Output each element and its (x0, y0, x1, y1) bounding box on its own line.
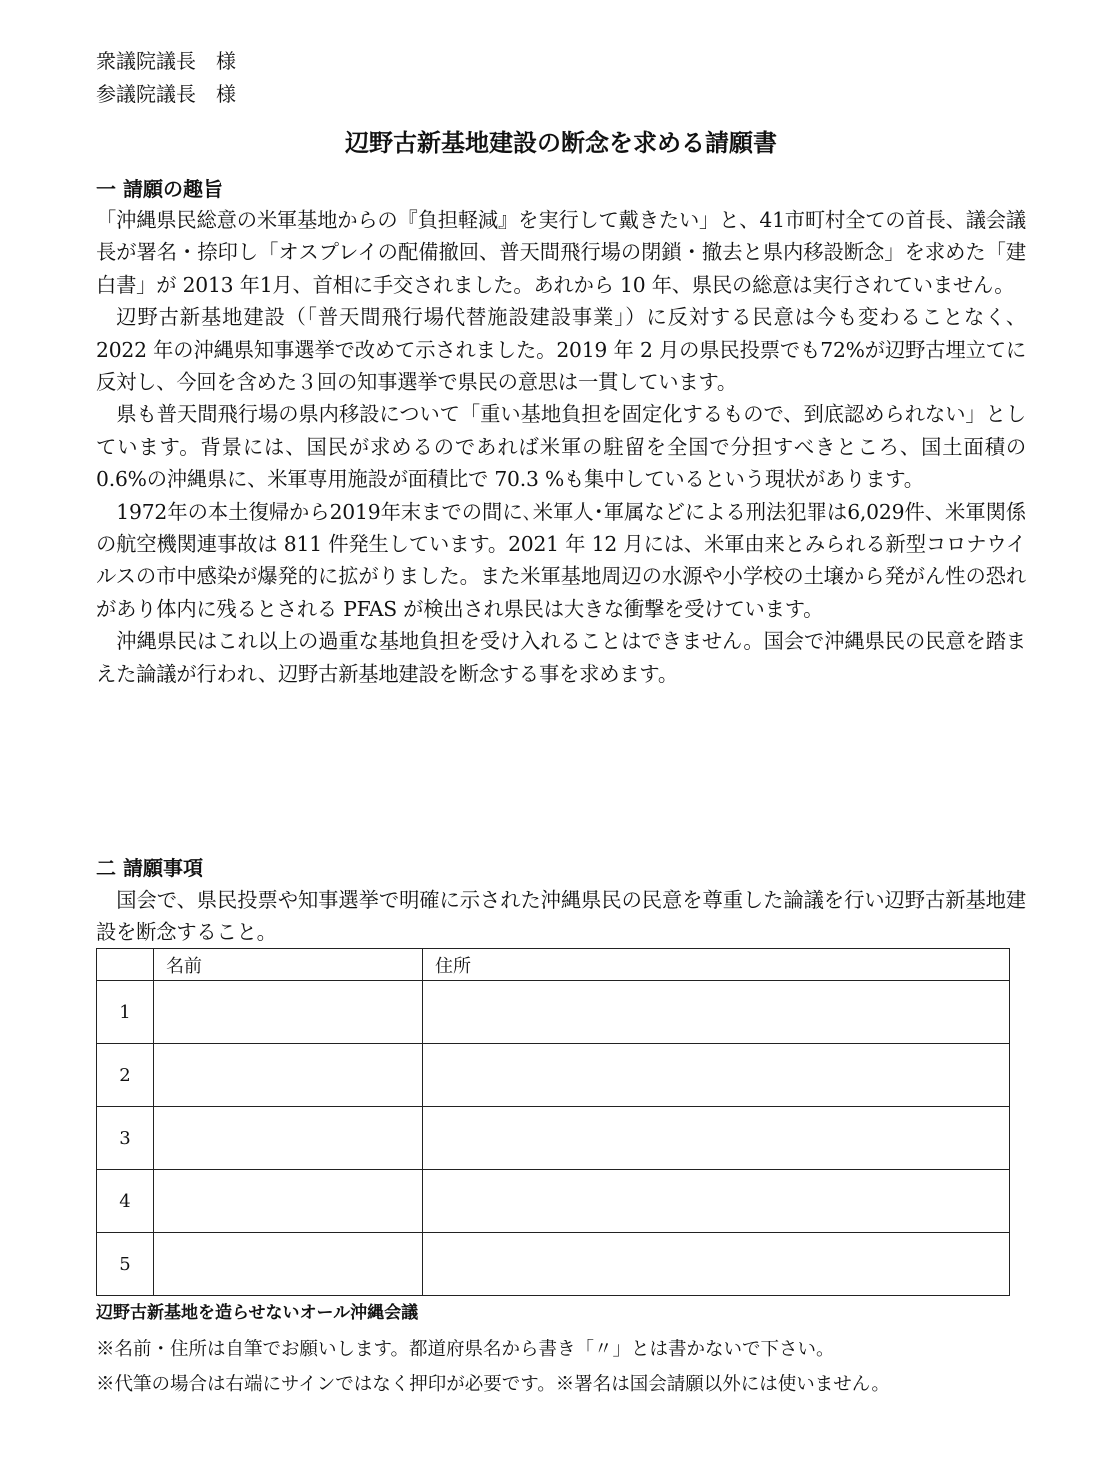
section1-body (96, 204, 1026, 690)
section1-paragraph-4: 1972年の本土復帰から2019年末までの間に､米軍人･軍属などによる刑法犯罪は6,029件、米軍関係の航空機関連事故は 811 件発生しています。2021 年 12 月には、米軍由来とみられる新型コロナウイルスの市中感染が爆発的に拡がりました。また米軍基地周辺の水源や小学校の土壌から発がん性の恐れがあり体内に残るとされる PFAS が検出され県民は大きな衝撃を受けています。 (96, 499, 1026, 621)
header-number (97, 949, 154, 981)
signature-table (96, 948, 1010, 1296)
table-row (97, 981, 1010, 1044)
table-row (97, 1044, 1010, 1107)
section2-body (96, 884, 1026, 949)
addressee-house-of-councillors: 参議院議長 様 (96, 82, 236, 106)
section2-heading: 二 請願事項 (96, 856, 203, 880)
row-number: 2 (97, 1044, 154, 1107)
address-cell[interactable] (423, 1107, 1010, 1170)
row-number: 5 (97, 1233, 154, 1296)
header-address: 住所 (423, 949, 1010, 981)
organization-name: 辺野古新基地を造らせないオール沖縄会議 (96, 1303, 419, 1323)
address-cell[interactable] (423, 1044, 1010, 1107)
name-cell[interactable] (154, 981, 423, 1044)
section1-paragraph-1: 「沖縄県民総意の米軍基地からの『負担軽減』を実行して戴きたい」と、41市町村全ての首長、議会議長が署名・捺印し「オスプレイの配備撤回、普天間飛行場の閉鎖・撤去と県内移設断念」を求めた「建白書」が 2013 年1月、首相に手交されました。あれから 10 年、県民の総意は実行されていません。 (96, 208, 1026, 297)
table-row (97, 1170, 1010, 1233)
note-2: ※代筆の場合は右端にサインではなく押印が必要です。※署名は国会請願以外には使いません。 (96, 1374, 890, 1395)
header-name: 名前 (154, 949, 423, 981)
signature-table-header (97, 949, 1010, 981)
section1-paragraph-2: 辺野古新基地建設（「普天間飛行場代替施設建設事業」）に反対する民意は今も変わることなく、2022 年の沖縄県知事選挙で改めて示されました。2019 年 2 月の県民投票でも72%が辺野古埋立てに反対し、今回を含めた３回の知事選挙で県民の意思は一貫しています。 (96, 305, 1026, 395)
name-cell[interactable] (154, 1044, 423, 1107)
address-cell[interactable] (423, 1170, 1010, 1233)
address-cell[interactable] (423, 1233, 1010, 1296)
section2-paragraph: 国会で、県民投票や知事選挙で明確に示された沖縄県民の民意を尊重した論議を行い辺野古新基地建設を断念すること。 (96, 888, 1026, 945)
table-row (97, 1233, 1010, 1296)
note-1: ※名前・住所は自筆でお願いします。都道府県名から書き「〃」とは書かないで下さい。 (96, 1339, 835, 1360)
row-number: 3 (97, 1107, 154, 1170)
section1-paragraph-5: 沖縄県民はこれ以上の過重な基地負担を受け入れることはできません。国会で沖縄県民の民意を踏まえた論議が行われ、辺野古新基地建設を断念する事を求めます。 (96, 629, 1026, 686)
row-number: 1 (97, 981, 154, 1044)
document-title: 辺野古新基地建設の断念を求める請願書 (345, 129, 777, 157)
name-cell[interactable] (154, 1170, 423, 1233)
name-cell[interactable] (154, 1233, 423, 1296)
section1-heading: 一 請願の趣旨 (96, 177, 223, 201)
name-cell[interactable] (154, 1107, 423, 1170)
address-cell[interactable] (423, 981, 1010, 1044)
addressee-house-of-representatives: 衆議院議長 様 (96, 49, 236, 73)
section1-paragraph-3: 県も普天間飛行場の県内移設について「重い基地負担を固定化するもので、到底認められない」としています。背景には、国民が求めるのであれば米軍の駐留を全国で分担すべきところ、国土面積の 0.6%の沖縄県に、米軍専用施設が面積比で 70.3 %も集中しているという現状があります。 (96, 402, 1026, 492)
table-row (97, 1107, 1010, 1170)
row-number: 4 (97, 1170, 154, 1233)
